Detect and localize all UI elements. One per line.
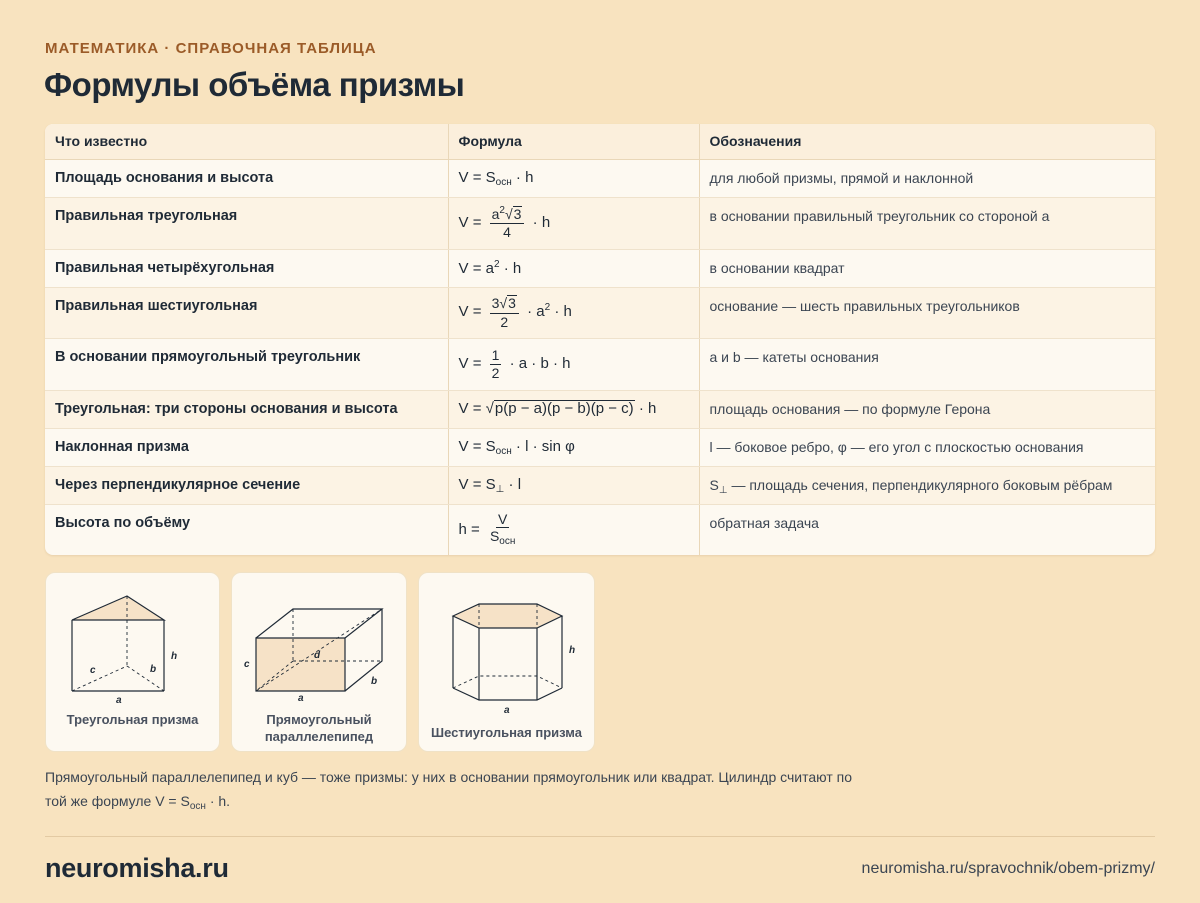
row-known: Наклонная призма [45, 428, 448, 466]
figure-card-hexagonal [418, 572, 595, 752]
row-notation: l — боковое ребро, φ — его угол с плоскостью основания [699, 428, 1155, 466]
row-known: Треугольная: три стороны основания и высота [45, 390, 448, 428]
label-h: h [171, 651, 178, 662]
row-known: Площадь основания и высота [45, 159, 448, 197]
table-row [45, 466, 1155, 504]
row-formula: h = $\frac{V}{S_{осн}}$ [448, 504, 699, 555]
table-row [45, 159, 1155, 197]
column-header-known: Что известно [45, 124, 448, 159]
label-a: a [504, 705, 510, 716]
row-known: Высота по объёму [55, 514, 191, 531]
fraction: $\frac{V}{S_{осн}}$ [489, 510, 516, 548]
label-c: c [244, 659, 250, 670]
row-notation: обратная задача [699, 504, 1155, 555]
page-title: Формулы объёма призмы [44, 66, 465, 103]
front-face [256, 638, 345, 691]
table-row [45, 428, 1155, 466]
label-h: h [569, 645, 576, 656]
table-row [45, 197, 1155, 249]
table-header-row [45, 124, 1155, 159]
row-notation: для любой призмы, прямой и наклонной [699, 159, 1155, 197]
fraction: $\frac{3√3}{2}$ [490, 295, 519, 329]
column-header-formula: Формула [448, 124, 699, 159]
label-c: c [90, 665, 96, 676]
row-formula: $V = S_\perp \cdot l$ [448, 466, 699, 504]
footnote: Прямоугольный параллелепипед и куб — тоже призмы: у них в основании прямоугольник или квадрат. Цилиндр считают по той же формуле $V = S_{осн} \cdot h$. [45, 769, 852, 812]
table-row [45, 390, 1155, 428]
figure-caption: Треугольная призма [66, 712, 199, 727]
row-notation: $S_\perp$ — площадь сечения, перпендикулярного боковым рёбрам [699, 466, 1155, 504]
label-d: d [314, 650, 321, 661]
figure-caption: Прямоугольный параллелепипед [264, 712, 374, 744]
row-known: Через перпендикулярное сечение [45, 466, 448, 504]
row-formula: V = $\frac{3√3}{2}$ · $a^2 \cdot h$ [448, 287, 699, 338]
label-a: a [116, 695, 122, 706]
figure-caption: Шестиугольная призма [431, 725, 582, 740]
row-notation: основание — шесть правильных треугольников [699, 287, 1155, 338]
row-known: В основании прямоугольный треугольник [45, 338, 448, 390]
formula-table [45, 124, 1155, 555]
section-kicker: МАТЕМАТИКА · СПРАВОЧНАЯ ТАБЛИЦА [45, 40, 377, 57]
figure-card-triangular [45, 572, 220, 752]
figure-card-box [231, 572, 407, 752]
row-known: Правильная шестиугольная [45, 287, 448, 338]
row-notation: площадь основания — по формуле Герона [699, 390, 1155, 428]
table-row [45, 249, 1155, 287]
row-known: Правильная треугольная [45, 197, 448, 249]
top-face [72, 596, 164, 620]
label-b: b [371, 676, 378, 687]
row-formula: V = $\frac{a^2√3}{4}$ · h [448, 197, 699, 249]
column-header-notation: Обозначения [699, 124, 1155, 159]
row-formula: $V = S_{осн} \cdot l \cdot \sin \varphi$ [448, 428, 699, 466]
row-formula: V = √p(p − a)(p − b)(p − c) · h [448, 390, 699, 428]
row-formula: $V = S_{осн} \cdot h$ [448, 159, 699, 197]
top-face [453, 604, 562, 628]
page-url-link[interactable]: neuromisha.ru/spravochnik/obem-prizmy/ [861, 860, 1155, 877]
row-notation: a и b — катеты основания [699, 338, 1155, 390]
row-notation: в основании правильный треугольник со стороной a [699, 197, 1155, 249]
label-b: b [150, 664, 157, 675]
row-formula: $V = a^2 \cdot h$ [448, 249, 699, 287]
table-row [45, 338, 1155, 390]
table-row [45, 504, 1155, 555]
brand-logo[interactable]: neuromisha.ru [45, 853, 229, 883]
footer-divider [45, 836, 1155, 837]
fraction: $\frac{1}{2}$ [491, 346, 500, 381]
formula-table-card [45, 124, 1155, 555]
table-row [45, 287, 1155, 338]
row-formula: V = $\frac{1}{2}$ · a · b · h [448, 338, 699, 390]
row-known: Правильная четырёхугольная [45, 249, 448, 287]
fraction: $\frac{a^2√3}{4}$ [490, 206, 525, 240]
label-a: a [298, 693, 304, 704]
row-notation: в основании квадрат [699, 249, 1155, 287]
